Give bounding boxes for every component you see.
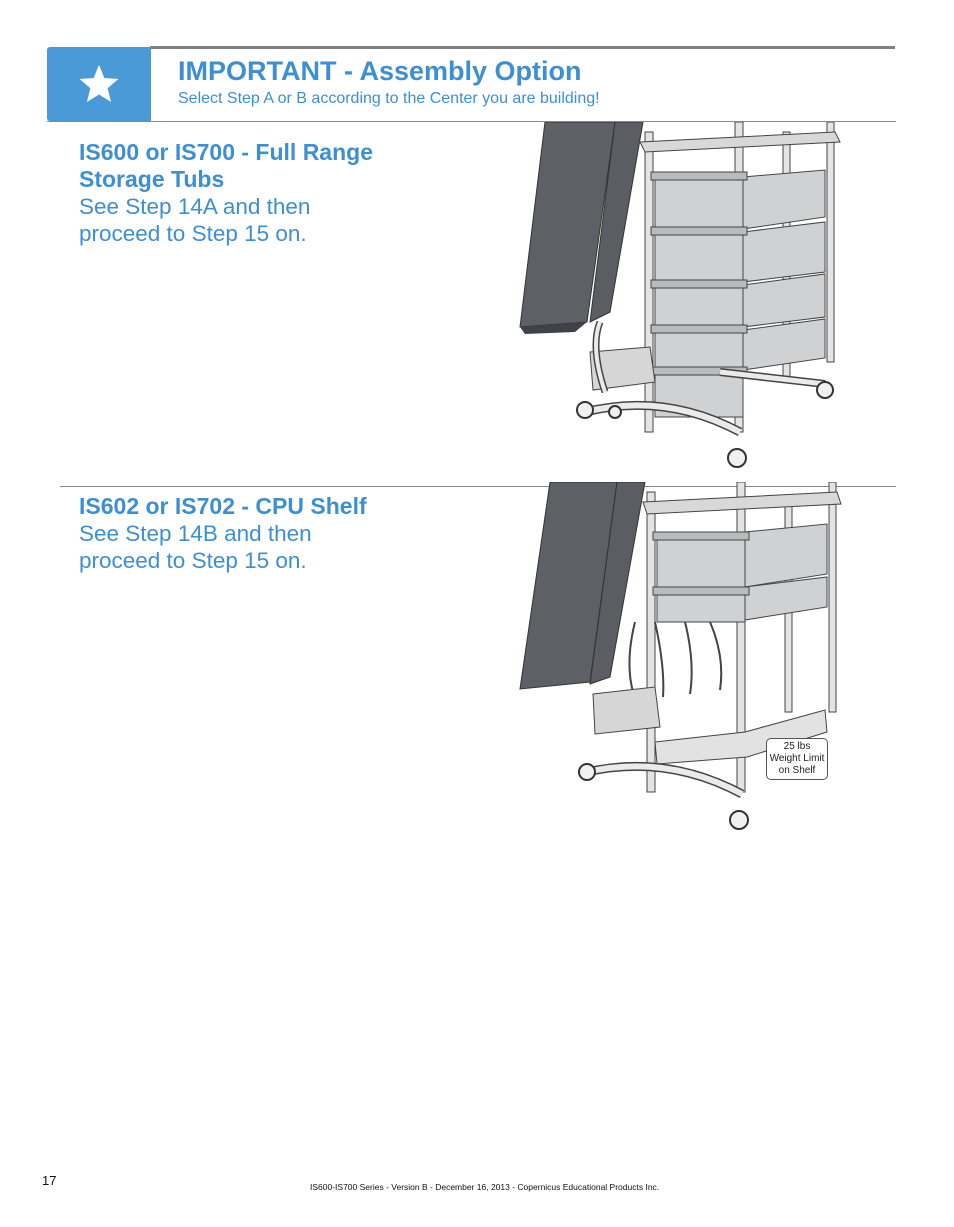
header-subtitle: Select Step A or B according to the Center you are building! (178, 90, 600, 107)
section-b-text-line2: proceed to Step 15 on. (79, 548, 307, 573)
section-a-text-line1: See Step 14A and then (79, 194, 311, 219)
cart-with-storage-tubs-illustration (515, 122, 845, 472)
callout-line1: 25 lbs (783, 741, 811, 752)
section-b-text-line1: See Step 14B and then (79, 521, 312, 546)
cart-with-cpu-shelf-illustration (515, 482, 845, 834)
section-a-title-line2: Storage Tubs (79, 166, 225, 192)
header-title: IMPORTANT - Assembly Option (178, 56, 582, 86)
page-number: 17 (42, 1173, 57, 1188)
callout-line2: Weight Limit (769, 753, 825, 764)
header-star-badge (47, 47, 151, 121)
section-a (79, 139, 439, 247)
section-b-title: IS602 or IS702 - CPU Shelf (79, 493, 367, 519)
section-b (79, 493, 439, 574)
header-top-rule (150, 46, 895, 49)
section-a-title-line1: IS600 or IS700 - Full Range (79, 139, 373, 165)
star-icon (77, 62, 121, 106)
section-a-text-line2: proceed to Step 15 on. (79, 221, 307, 246)
footer-text: IS600-IS700 Series - Version B - December 16, 2013 - Copernicus Educational Products Inc. (310, 1182, 660, 1192)
callout-line3: on Shelf (778, 765, 816, 776)
weight-limit-callout (766, 738, 828, 780)
